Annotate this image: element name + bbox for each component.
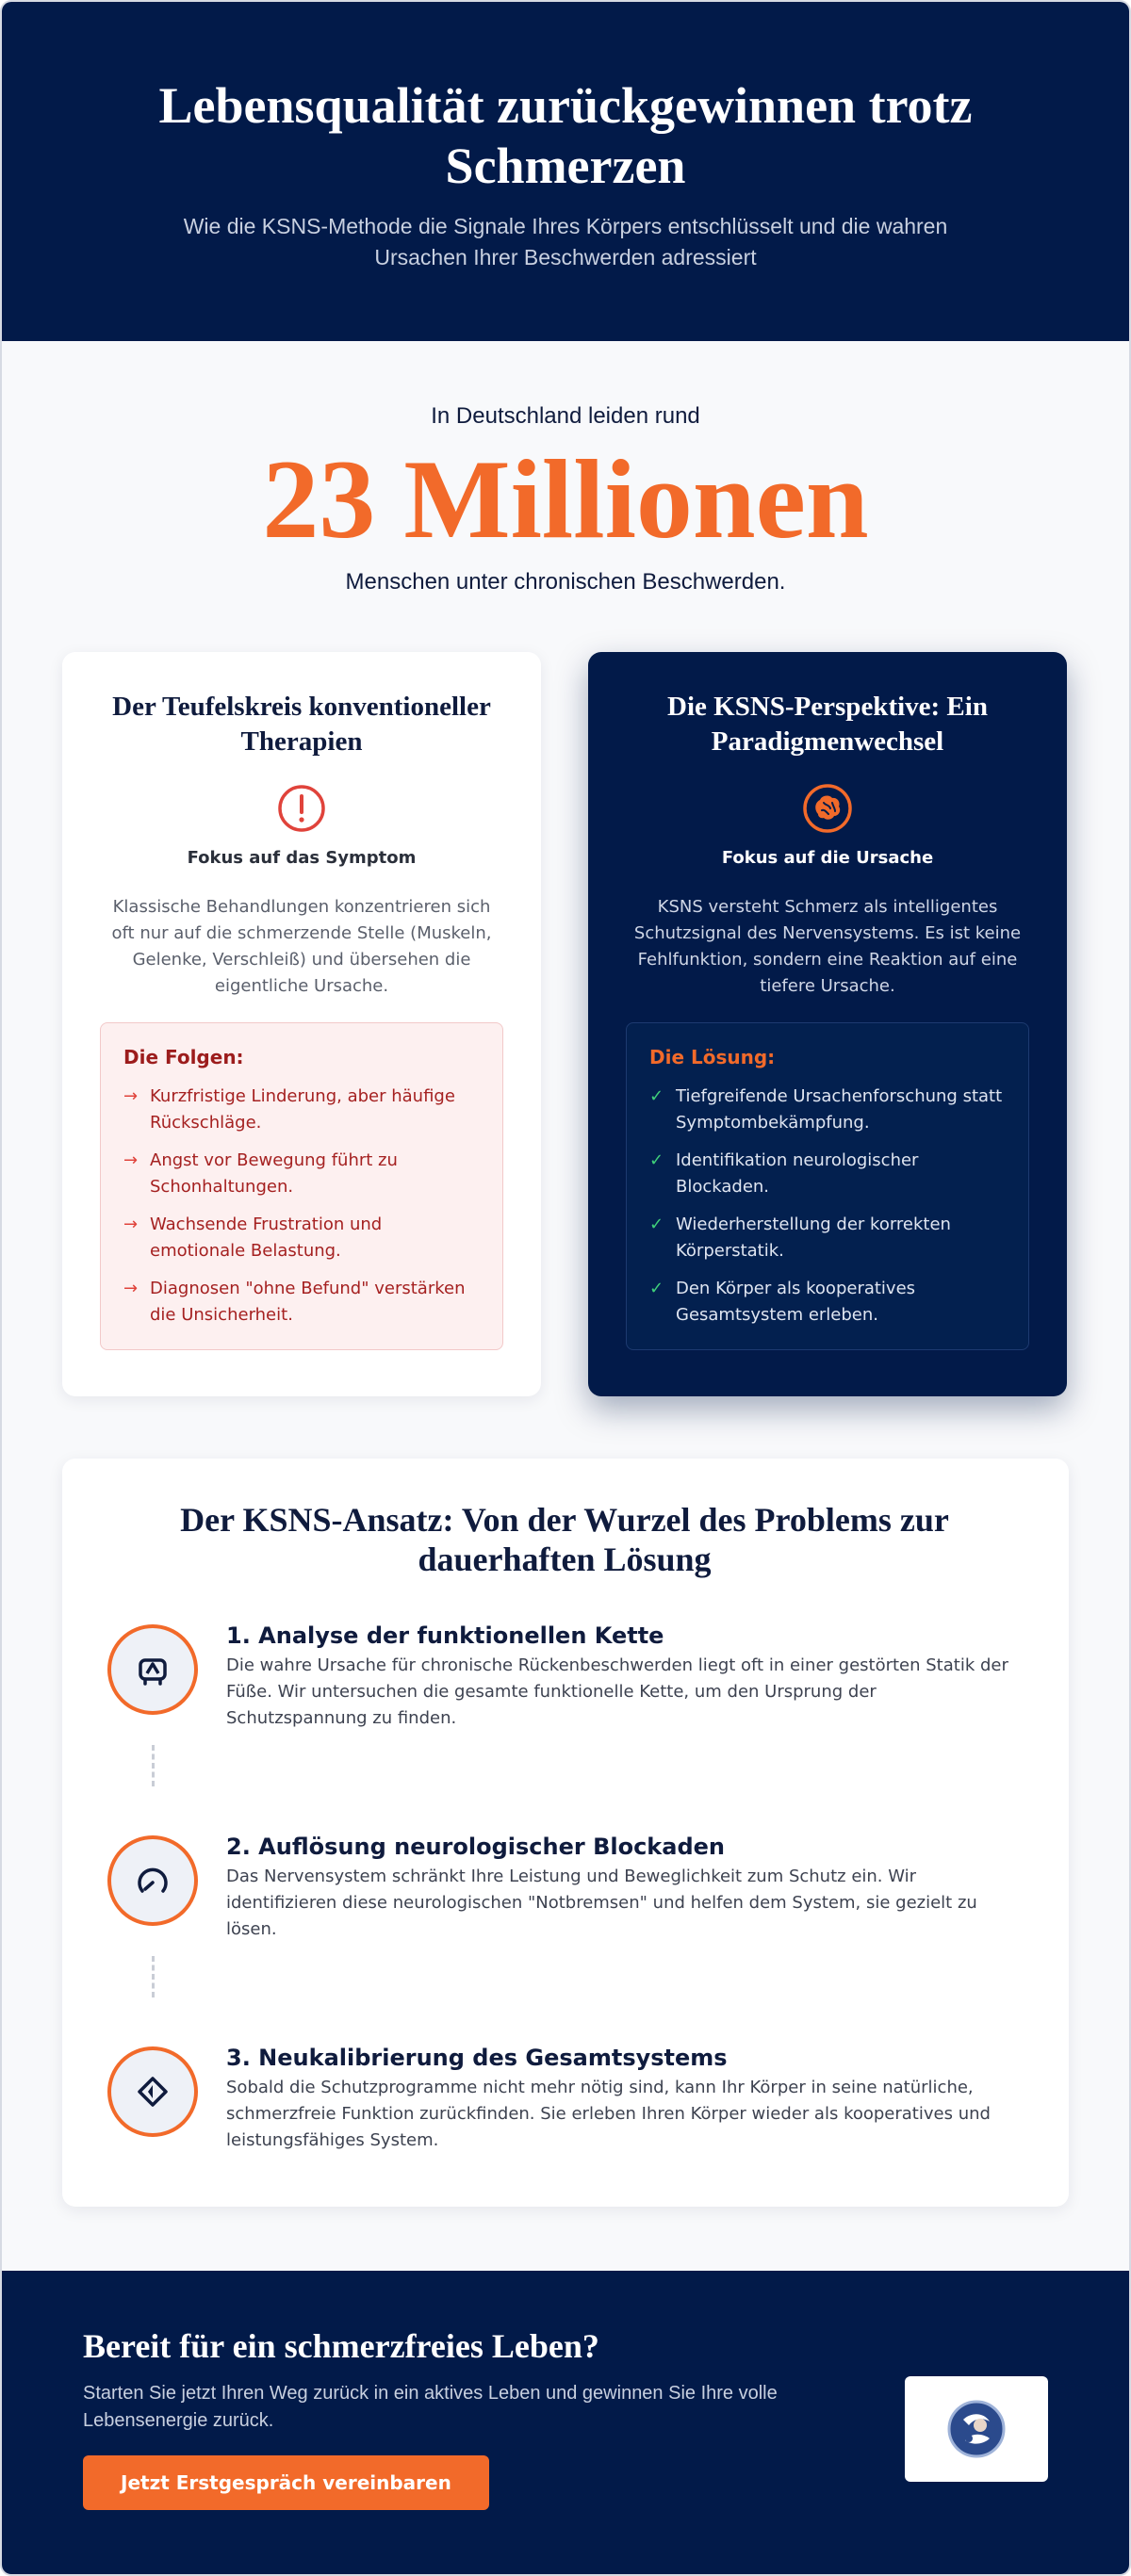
hero-section [2,2,1129,341]
step-connector [152,1956,155,1997]
book-consultation-button[interactable]: Jetzt Erstgespräch vereinbaren [83,2455,489,2510]
solution-list [649,1084,1006,1329]
check-icon: ✓ [649,1215,664,1234]
comparison-section [2,652,1129,1396]
cta-content [83,2325,837,2574]
list-item: ✓ Identifikation neurologischer Blockaden. [649,1148,1006,1200]
step-title: 2. Auflösung neurologischer Blockaden [226,1834,725,1860]
step-text: Die wahre Ursache für chronische Rückenbeschwerden liegt oft in einer gestörten Statik der Füße. Wir untersuchen die gesamte funktionelle Kette, um den Ursprung der Schutzspannung zu finden. [226,1655,1008,1728]
step-connector [152,1745,155,1786]
cta-title: Bereit für ein schmerzfreies Leben? [83,2327,599,2365]
step-title: 1. Analyse der funktionellen Kette [226,1622,664,1649]
arrow-right-icon: → [123,1279,139,1298]
step-title: 3. Neukalibrierung des Gesamtsystems [226,2045,728,2071]
list-item: → Diagnosen "ohne Befund" verstärken die Unsicherheit. [123,1276,480,1329]
step-item [107,1832,1022,2043]
step-content [226,1832,1022,2043]
check-icon: ✓ [649,1086,664,1106]
alert-circle-icon [275,782,328,835]
consequences-box [100,1022,503,1350]
card-focus-label: Fokus auf das Symptom [187,848,417,868]
card-title: Die KSNS-Perspektive: Ein Paradigmenwechsel [667,692,988,757]
consequences-list [123,1084,480,1329]
cta-section [2,2271,1129,2574]
card-title: Der Teufelskreis konventioneller Therapien [112,692,491,757]
step-item [107,2043,1022,2154]
arrow-right-icon: → [123,1086,139,1106]
arrow-right-icon: → [123,1150,139,1170]
card-focus-label: Fokus auf die Ursache [721,848,934,868]
stat-post-text: Menschen unter chronischen Beschwerden. [345,569,786,595]
brain-icon [801,782,854,835]
conventional-therapy-card [62,652,541,1396]
box-title: Die Folgen: [123,1046,244,1068]
card-description: Klassische Behandlungen konzentrieren sich oft nur auf die schmerzende Stelle (Muskeln, Gelenke, Verschleiß) und übersehen die eigentliche Ursache. [111,897,492,996]
list-item: ✓ Tiefgreifende Ursachenforschung statt Symptombekämpfung. [649,1084,1006,1136]
step-text: Das Nervensystem schränkt Ihre Leistung und Beweglichkeit zum Schutz ein. Wir identifizieren diese neurologischen "Notbremsen" und helfen dem System, sie gezielt zu lösen. [226,1867,977,1939]
ksns-perspective-card [588,652,1067,1396]
stat-section [2,341,1129,652]
list-item: ✓ Wiederherstellung der korrekten Körperstatik. [649,1212,1006,1264]
hero-subtitle: Wie die KSNS-Methode die Signale Ihres Körpers entschlüsselt und die wahren Ursachen Ihrer Beschwerden adressiert [183,214,948,269]
card-description: KSNS versteht Schmerz als intelligentes Schutzsignal des Nervensystems. Es ist keine Fehlfunktion, sondern eine Reaktion auf eine tiefere Ursache. [633,897,1022,996]
check-icon: ✓ [649,1279,664,1298]
step-content [226,1621,1022,1832]
step-item [107,1621,1022,1832]
steps-list [107,1621,1022,2154]
hero-title: Lebensqualität zurückgewinnen trotz Schmerzen [158,77,973,194]
stat-pre-text: In Deutschland leiden rund [431,403,700,429]
diamond-arrow-icon [107,2046,198,2137]
approach-section [62,1459,1069,2207]
cta-text: Starten Sie jetzt Ihren Weg zurück in ein aktives Leben und gewinnen Sie Ihre volle Lebensenergie zurück. [83,2383,778,2431]
approach-title: Der KSNS-Ansatz: Von der Wurzel des Problems zur dauerhaften Lösung [180,1501,949,1578]
step-text: Sobald die Schutzprogramme nicht mehr nötig sind, kann Ihr Körper in seine natürliche, schmerzfreie Funktion zurückfinden. Sie erleben Ihren Körper wieder als kooperatives und leistungsfähiges System. [226,2078,991,2150]
logo-icon [946,2399,1007,2459]
step-content [226,2043,1022,2154]
arrow-right-icon: → [123,1215,139,1234]
check-icon: ✓ [649,1150,664,1170]
box-title: Die Lösung: [649,1046,776,1068]
list-item: → Wachsende Frustration und emotionale Belastung. [123,1212,480,1264]
ksns-logo [905,2376,1048,2482]
list-item: → Angst vor Bewegung führt zu Schonhaltungen. [123,1148,480,1200]
list-item: ✓ Den Körper als kooperatives Gesamtsystem erleben. [649,1276,1006,1329]
gauge-icon [107,1835,198,1926]
stat-value: 23 Millionen [262,436,869,562]
chain-link-icon [107,1624,198,1715]
solution-box [626,1022,1029,1350]
list-item: → Kurzfristige Linderung, aber häufige Rückschläge. [123,1084,480,1136]
